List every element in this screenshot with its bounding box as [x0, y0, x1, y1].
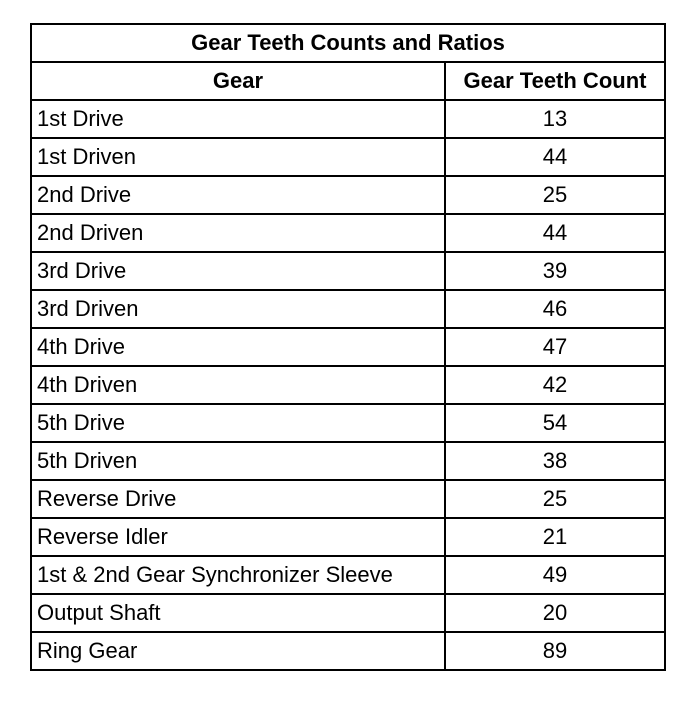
gear-cell: Reverse Drive	[31, 480, 445, 518]
teeth-count-cell: 54	[445, 404, 665, 442]
teeth-count-cell: 38	[445, 442, 665, 480]
teeth-count-cell: 44	[445, 214, 665, 252]
table-row	[31, 252, 665, 290]
table-title-row	[31, 24, 665, 62]
gear-cell: 2nd Drive	[31, 176, 445, 214]
teeth-count-cell: 44	[445, 138, 665, 176]
table-title: Gear Teeth Counts and Ratios	[31, 24, 665, 62]
teeth-count-cell: 20	[445, 594, 665, 632]
table-row	[31, 556, 665, 594]
table-row	[31, 366, 665, 404]
gear-cell: 5th Driven	[31, 442, 445, 480]
table-row	[31, 442, 665, 480]
gear-cell: 4th Driven	[31, 366, 445, 404]
gear-cell: 4th Drive	[31, 328, 445, 366]
table-row	[31, 290, 665, 328]
teeth-count-cell: 25	[445, 176, 665, 214]
gear-cell: 1st Driven	[31, 138, 445, 176]
gear-cell: Output Shaft	[31, 594, 445, 632]
teeth-count-cell: 47	[445, 328, 665, 366]
gear-cell: 1st Drive	[31, 100, 445, 138]
teeth-count-cell: 25	[445, 480, 665, 518]
gear-cell: 5th Drive	[31, 404, 445, 442]
teeth-count-cell: 49	[445, 556, 665, 594]
table-header-row	[31, 62, 665, 100]
table-row	[31, 632, 665, 670]
gear-cell: Ring Gear	[31, 632, 445, 670]
column-header-gear: Gear	[31, 62, 445, 100]
gear-cell: 2nd Driven	[31, 214, 445, 252]
gear-cell: 3rd Drive	[31, 252, 445, 290]
teeth-count-cell: 13	[445, 100, 665, 138]
teeth-count-cell: 39	[445, 252, 665, 290]
table-row	[31, 594, 665, 632]
table-row	[31, 518, 665, 556]
teeth-count-cell: 46	[445, 290, 665, 328]
column-header-gear-teeth-count: Gear Teeth Count	[445, 62, 665, 100]
table-row	[31, 214, 665, 252]
table-row	[31, 176, 665, 214]
teeth-count-cell: 89	[445, 632, 665, 670]
teeth-count-cell: 42	[445, 366, 665, 404]
table-row	[31, 100, 665, 138]
gear-cell: 3rd Driven	[31, 290, 445, 328]
table-body	[31, 100, 665, 670]
gear-cell: 1st & 2nd Gear Synchronizer Sleeve	[31, 556, 445, 594]
table-row	[31, 480, 665, 518]
table-row	[31, 138, 665, 176]
teeth-count-cell: 21	[445, 518, 665, 556]
gear-teeth-table	[30, 23, 666, 671]
table-row	[31, 404, 665, 442]
gear-cell: Reverse Idler	[31, 518, 445, 556]
table-row	[31, 328, 665, 366]
